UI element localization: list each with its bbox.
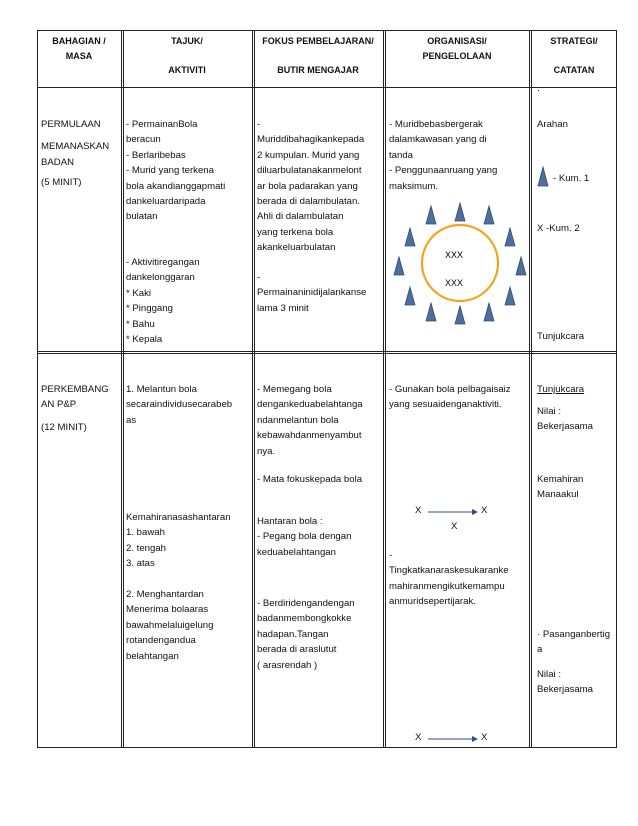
strategy-value: Nilai : Bekerjasama xyxy=(537,669,593,696)
strategy-skill: Kemahiran Manaakul xyxy=(537,474,584,501)
strategy-dot: · xyxy=(537,85,541,96)
activity-passing: Kemahiranasashantaran 1. bawah 2. tengah 3. atas 2. Menghantardan Menerima bolaaras bawahmelaluigelung rotandengandua belahtangan xyxy=(126,512,231,662)
pass-arrow-icon xyxy=(428,735,478,743)
section-time: (12 MINIT) xyxy=(41,421,87,433)
strategy-demo: Tunjukcara xyxy=(537,331,585,342)
pass-player-x: X xyxy=(415,505,422,516)
player-triangle-icon xyxy=(484,303,494,321)
circle-formation-diagram xyxy=(392,203,528,325)
column-divider xyxy=(252,30,255,748)
strategy-value: Nilai : Bekerjasama xyxy=(537,406,593,433)
organisation-balls: - Gunakan bola pelbagaisaiz yang sesuaidenganaktiviti. xyxy=(389,384,511,411)
focus-bouncing: - Memegang bola dengankeduabelahtanga ndanmelantun bola kebawahdanmenyambut nya. xyxy=(257,384,363,457)
player-triangle-icon xyxy=(516,257,526,275)
pass-player-x: X xyxy=(481,732,488,743)
lesson-plan-table xyxy=(37,30,617,748)
section-development: PERKEMBANG AN P&P (12 MINIT) xyxy=(41,382,109,435)
player-triangle-icon xyxy=(426,303,436,321)
legend-group-1: - Kum. 1 xyxy=(553,173,590,184)
focus-eyes: - Mata fokuskepada bola xyxy=(257,474,363,485)
player-triangle-icon xyxy=(405,228,415,246)
player-triangle-icon xyxy=(394,257,404,275)
activity-stretching: - Aktivitiregangan dankelonggaran * Kaki * Pinggang * Bahu * Kepala xyxy=(126,257,200,346)
header-organisation: ORGANISASI/ PENGELOLAAN xyxy=(422,36,492,61)
focus-stance: - Berdiridengandengan badanmembongkokke hadapan.Tangan berada di araslutut ( arasrendah ) xyxy=(257,598,355,671)
activity-game: - PermainanBola beracun - Berlaribebas - Murid yang terkena bola akandianggapmati dankeluardaripada bulatan xyxy=(126,119,226,223)
pass-arrow-icon xyxy=(428,508,478,516)
strategy-demo: Tunjukcara xyxy=(537,384,585,395)
player-triangle-icon xyxy=(505,228,515,246)
header-strategy: STRATEGI/ CATATAN xyxy=(550,36,598,75)
player-triangle-icon xyxy=(505,287,515,305)
focus-passing: Hantaran bola : - Pegang bola dengan keduabelahtangan xyxy=(257,516,352,558)
player-triangle-icon xyxy=(426,206,436,224)
group-triangle-icon xyxy=(537,166,549,188)
section-warmup: PERMULAAN MEMANASKAN BADAN (5 MINIT) xyxy=(41,117,109,191)
strategy-pairs: · Pasanganbertig a xyxy=(537,629,611,656)
pass-player-x: X xyxy=(415,732,422,743)
strategy-guidance: Arahan xyxy=(537,119,568,130)
inner-group-label: XXX xyxy=(444,278,464,288)
organisation-notes: - Muridbebasbergerak dalamkawasan yang di tanda - Penggunaanruang yang maksimum. xyxy=(389,119,498,192)
legend-group-2: X -Kum. 2 xyxy=(537,223,580,234)
table-border-right xyxy=(616,30,617,748)
organisation-progression: - Tingkatkanaraskesukaranke mahiranmengikutkemampu anmuridsepertijarak. xyxy=(389,550,509,608)
activity-bouncing: 1. Melantun bola secaraindividusecarabeb as xyxy=(126,384,233,426)
boundary-circle xyxy=(422,225,498,301)
player-triangle-icon xyxy=(405,287,415,305)
header-focus: FOKUS PEMBELAJARAN/ BUTIR MENGAJAR xyxy=(262,36,374,75)
pass-player-x: X xyxy=(481,505,488,516)
section-title: PERKEMBANG xyxy=(41,384,109,395)
inner-group-label: XXX xyxy=(444,250,464,260)
focus-game: - Muriddibahagikankepada 2 kumpulan. Murid yang diluarbulatanakanmelont ar bola padarakan yang berada di dalambulatan. Ahli di dalambulatan yang terkena bola akankeluarbulatan xyxy=(257,119,365,254)
column-divider xyxy=(529,30,532,748)
table-border-left xyxy=(37,30,38,748)
section-title: PERMULAAN xyxy=(41,119,101,130)
player-triangle-icon xyxy=(484,206,494,224)
header-section: BAHAGIAN / MASA xyxy=(52,36,106,61)
player-triangle-icon xyxy=(455,203,465,221)
column-divider xyxy=(383,30,386,748)
player-triangle-icon xyxy=(455,306,465,324)
header-activity: TAJUK/ AKTIVITI xyxy=(168,36,206,75)
pass-player-x: X xyxy=(451,521,458,532)
focus-duration: - Permainaninidijalankanse lama 3 minit xyxy=(257,272,367,314)
column-divider xyxy=(121,30,124,748)
section-time: (5 MINIT) xyxy=(41,177,82,189)
